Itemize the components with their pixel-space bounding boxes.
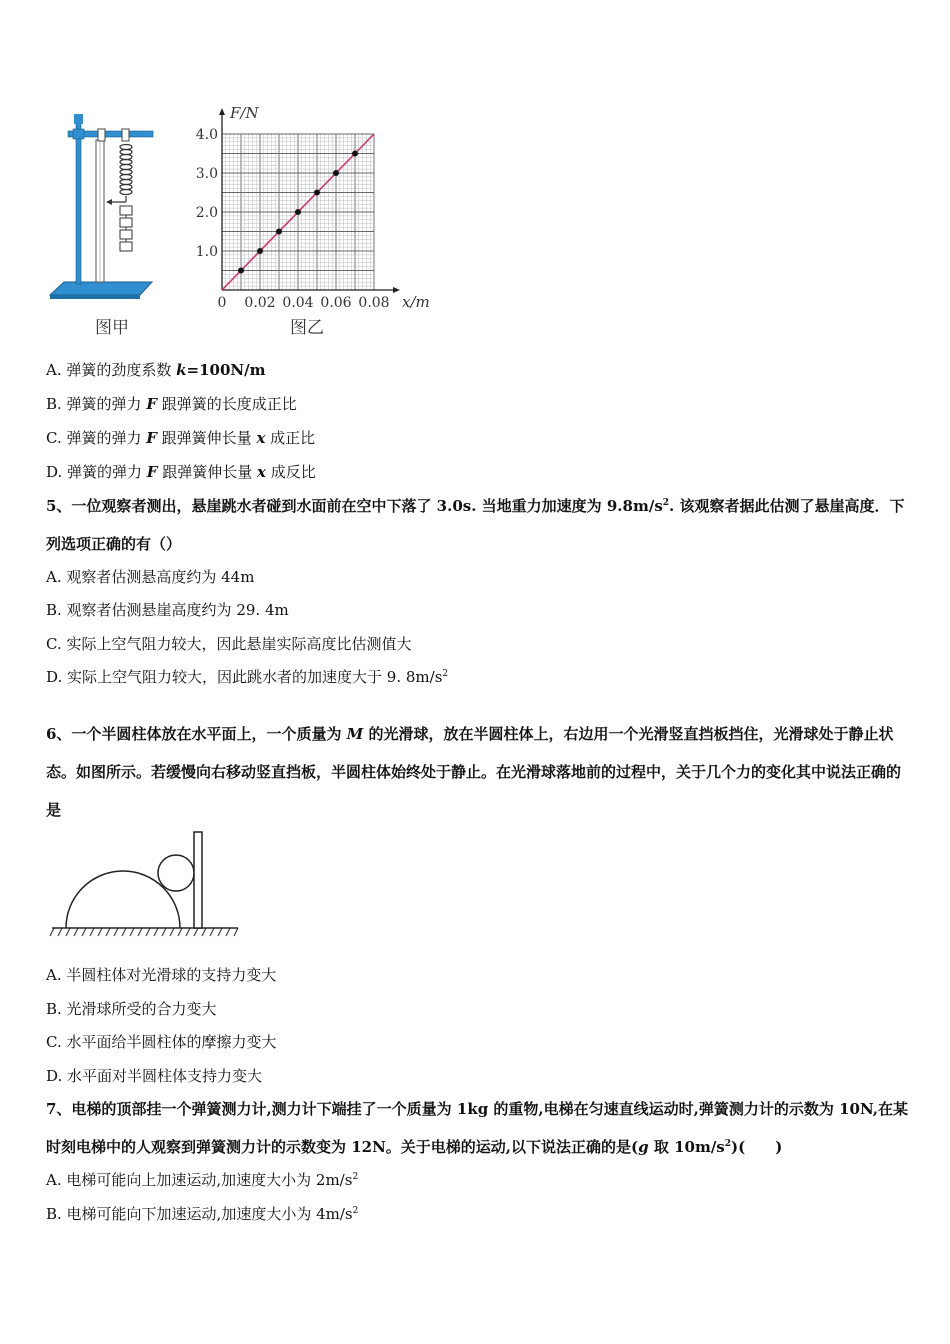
q7-option-b: B. 电梯可能向下加速运动,加速度大小为 $4m/s^2$ <box>46 1205 359 1223</box>
x-tick-label: 0.02 <box>244 295 276 311</box>
q4-option-a: A. 弹簧的劲度系数 k=100N/m <box>46 361 266 379</box>
data-point <box>238 268 244 274</box>
q6-option-a: A. 半圆柱体对光滑球的支持力变大 <box>46 966 277 984</box>
spring-stand-illustration <box>44 110 159 310</box>
data-point <box>295 209 301 215</box>
q6-option-c: C. 水平面给半圆柱体的摩擦力变大 <box>46 1033 277 1051</box>
x-tick-label: 0.06 <box>320 295 352 311</box>
data-point <box>257 248 263 254</box>
figure-yi <box>190 95 440 320</box>
figure-half-cylinder <box>46 828 246 943</box>
x-tick-label: 0.08 <box>358 295 390 311</box>
force-extension-chart <box>190 95 440 320</box>
figure-jia <box>44 110 159 310</box>
q4-option-b: B. 弹簧的弹力 F 跟弹簧的长度成正比 <box>46 395 297 413</box>
q6-option-d: D. 水平面对半圆柱体支持力变大 <box>46 1067 263 1085</box>
x-axis-label: x/m <box>402 293 430 311</box>
y-axis-arrow <box>219 108 225 115</box>
y-tick-label: 4.0 <box>195 127 218 143</box>
q5-option-c: C. 实际上空气阻力较大，因此悬崖实际高度比估测值大 <box>46 635 412 653</box>
y-tick-label: 3.0 <box>195 166 218 182</box>
q7-stem: 7、电梯的顶部挂一个弹簧测力计,测力计下端挂了一个质量为 1kg 的重物,电梯在匀速直线运动时,弹簧测力计的示数为 10N,在某时刻电梯中的人观察到弹簧测力计的示数变为 12N。关于电梯的运动,以下说法正确的是(g 取 $10m/s^2$)( ) <box>46 1100 908 1156</box>
x-axis-arrow <box>393 287 400 293</box>
q6-option-b: B. 光滑球所受的合力变大 <box>46 1000 217 1018</box>
y-axis-label: F/N <box>230 104 259 122</box>
q7-option-a: A. 电梯可能向上加速运动,加速度大小为 $2m/s^2$ <box>46 1171 359 1189</box>
y-tick-label: 2.0 <box>195 205 218 221</box>
q4-option-c: C. 弹簧的弹力 F 跟弹簧伸长量 x 成正比 <box>46 429 316 447</box>
half-cylinder-ball-illustration <box>46 828 246 943</box>
data-point <box>333 170 339 176</box>
data-point <box>314 190 320 196</box>
data-point <box>276 229 282 235</box>
q4-option-d: D. 弹簧的弹力 F 跟弹簧伸长量 x 成反比 <box>46 463 316 481</box>
q5-option-b: B. 观察者估测悬崖高度约为 29. 4m <box>46 601 289 619</box>
q5-option-d: D. 实际上空气阻力较大，因此跳水者的加速度大于 9. $8m/s^2$ <box>46 668 449 686</box>
figure-jia-caption: 图甲 <box>95 318 129 338</box>
y-tick-label: 1.0 <box>195 244 218 260</box>
q5-stem: 5、一位观察者测出，悬崖跳水者碰到水面前在空中下落了 3.0s. 当地重力加速度为 $9.8m/s^2$. 该观察者据此估测了悬崖高度．下列选项正确的有（） <box>46 497 905 553</box>
x-tick-label: 0.04 <box>282 295 314 311</box>
q5-option-a: A. 观察者估测悬高度约为 44m <box>46 568 255 586</box>
data-point <box>352 151 358 157</box>
q6-stem: 6、一个半圆柱体放在水平面上，一个质量为 M 的光滑球，放在半圆柱体上，右边用一个光滑竖直挡板挡住，光滑球处于静止状态。如图所示。若缓慢向右移动竖直挡板，半圆柱体始终处于静止。在光滑球落地前的过程中，关于几个力的变化其中说法正确的是 <box>46 725 902 819</box>
figure-yi-caption: 图乙 <box>290 318 324 338</box>
x-tick-label: 0 <box>217 295 227 311</box>
